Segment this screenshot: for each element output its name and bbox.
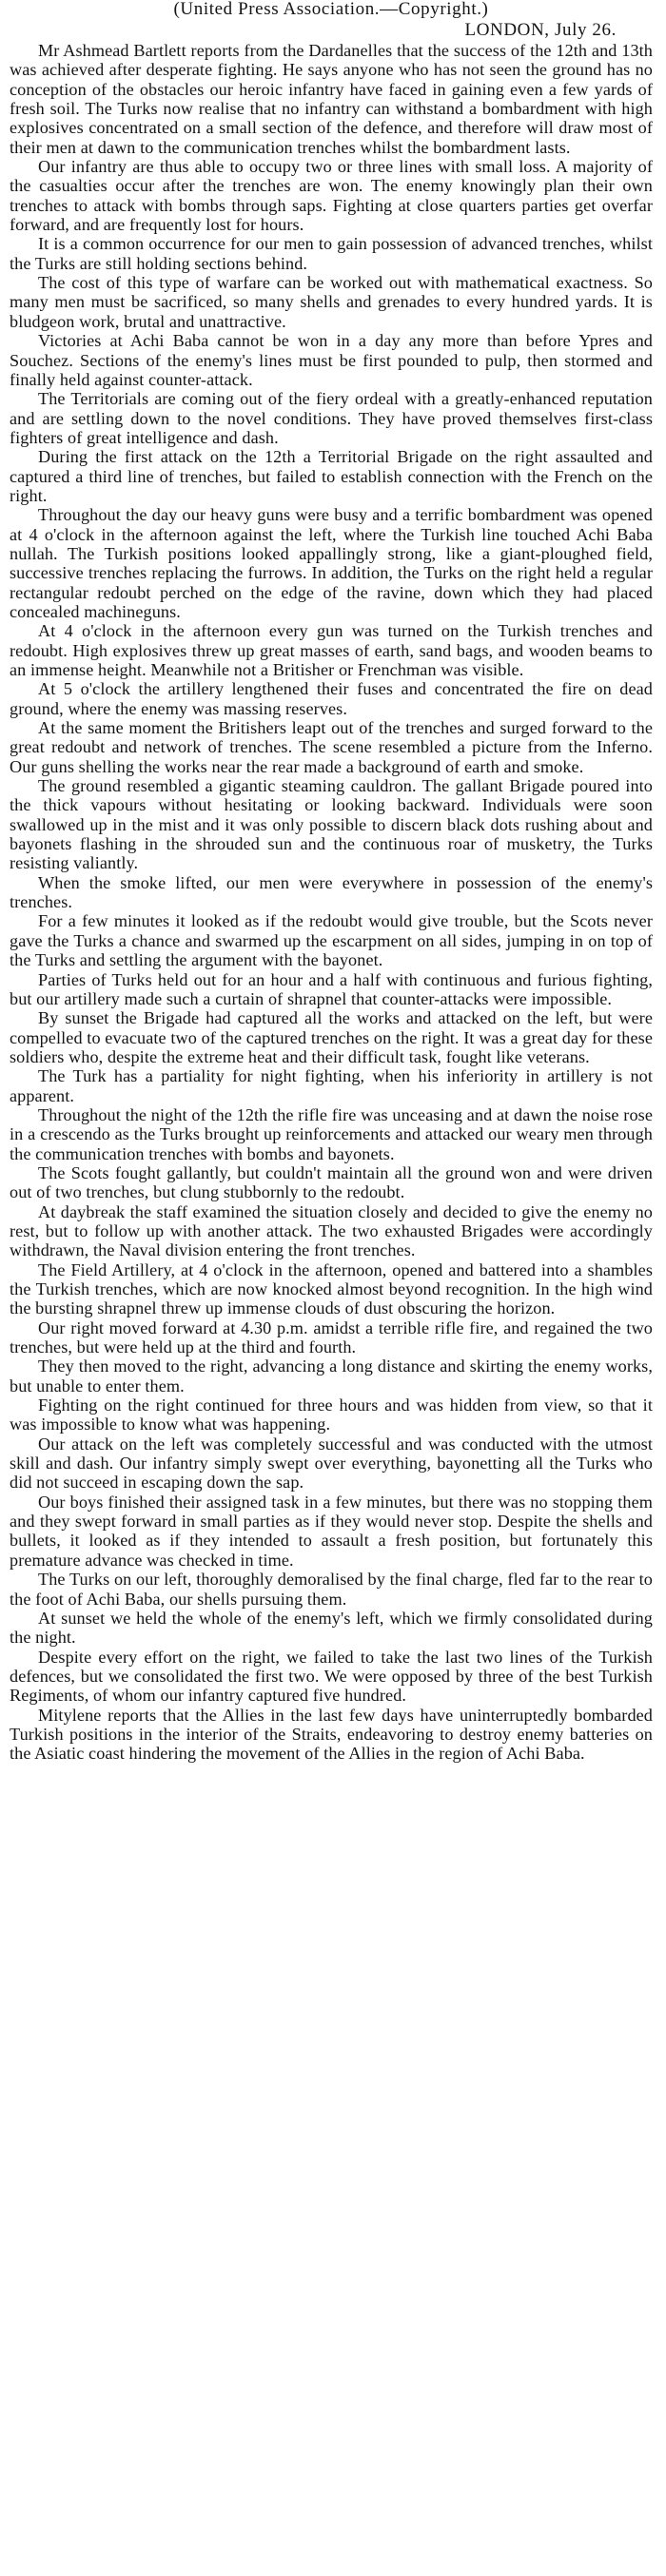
article-paragraph: When the smoke lifted, our men were everywhere in possession of the enemy's trenches. [10, 872, 653, 912]
article-paragraph: At the same moment the Britishers leapt out of the trenches and surged forward to the great redoubt and network of trenches. The scene resembled a picture from the Inferno. Our guns shelling the works near the rear made a background of earth and smoke. [10, 718, 653, 776]
article-paragraph: The Turk has a partiality for night fighting, when his inferiority in artillery is not apparent. [10, 1066, 653, 1105]
article-paragraph: The cost of this type of warfare can be worked out with mathematical exactness. So many men must be sacrificed, so many shells and grenades to every hundred yards. It is bludgeon work, brutal and unattractive. [10, 273, 653, 331]
article-paragraph: Mitylene reports that the Allies in the last few days have uninterruptedly bombarded Turkish positions in the interior of the Straits, endeavoring to destroy enemy batteries on the Asiatic coast hindering the movement of the Allies in the region of Achi Baba. [10, 1705, 653, 1764]
article-paragraph: The Field Artillery, at 4 o'clock in the afternoon, opened and battered into a shambles the Turkish trenches, which are now knocked almost beyond recognition. In the high wind the bursting shrapnel threw up immense clouds of dust obscuring the horizon. [10, 1259, 653, 1318]
article-paragraph: During the first attack on the 12th a Territorial Brigade on the right assaulted and captured a third line of trenches, but failed to establish connection with the French on the right. [10, 447, 653, 505]
article-paragraph: They then moved to the right, advancing a long distance and skirting the enemy works, but unable to enter them. [10, 1356, 653, 1395]
article-paragraph: Throughout the day our heavy guns were busy and a terrific bombardment was opened at 4 o'clock in the afternoon against the left, where the Turkish line touched Achi Baba nullah. The Turkish positions looked appallingly strong, like a giant-ploughed field, successive trenches replacing the furrows. In addition, the Turks on the right held a regular rectangular redoubt perched on the edge of the ravine, down which they had placed concealed machineguns. [10, 505, 653, 621]
article-body [10, 41, 653, 1764]
article-paragraph: Our infantry are thus able to occupy two or three lines with small loss. A majority of the casualties occur after the trenches are won. The enemy knowingly plan their own trenches to attack with bombs through saps. Fighting at close quarters parties get overfar forward, and are frequently lost for hours. [10, 157, 653, 235]
article-paragraph: At 5 o'clock the artillery lengthened their fuses and concentrated the fire on dead ground, where the enemy was massing reserves. [10, 679, 653, 718]
article-paragraph: It is a common occurrence for our men to gain possession of advanced trenches, whilst the Turks are still holding sections behind. [10, 234, 653, 273]
article-paragraph: The Turks on our left, thoroughly demoralised by the final charge, fled far to the rear to the foot of Achi Baba, our shells pursuing them. [10, 1570, 653, 1609]
article-paragraph: At 4 o'clock in the afternoon every gun was turned on the Turkish trenches and redoubt. High explosives threw up great masses of earth, sand bags, and wooden beams to an immense height. Meanwhile not a Britisher or Frenchman was visible. [10, 621, 653, 679]
press-credit: (United Press Association.—Copyright.) [173, 0, 489, 19]
article-paragraph: Despite every effort on the right, we failed to take the last two lines of the Turkish defences, but we consolidated the first two. We were opposed by three of the best Turkish Regiments, of whom our infantry captured five hundred. [10, 1647, 653, 1706]
article-paragraph: Parties of Turks held out for an hour and a half with continuous and furious fighting, but our artillery made such a curtain of shrapnel that counter-attacks were impossible. [10, 969, 653, 1008]
article-paragraph: The Scots fought gallantly, but couldn't maintain all the ground won and were driven out of two trenches, but clung stubbornly to the redoubt. [10, 1162, 653, 1202]
article-paragraph: Our right moved forward at 4.30 p.m. amidst a terrible rifle fire, and regained the two trenches, but were held up at the third and fourth. [10, 1317, 653, 1357]
article-paragraph: At daybreak the staff examined the situation closely and decided to give the enemy no rest, but to follow up with another attack. The two exhausted Brigades were accordingly withdrawn, the Naval division entering the front trenches. [10, 1201, 653, 1260]
article-paragraph: For a few minutes it looked as if the redoubt would give trouble, but the Scots never gave the Turks a chance and swarmed up the escarpment on all sides, jumping in on top of the Turks and settling the argument with the bayonet. [10, 911, 653, 970]
article-paragraph: At sunset we held the whole of the enemy's left, which we firmly consolidated during the night. [10, 1608, 653, 1648]
article-paragraph: Our attack on the left was completely successful and was conducted with the utmost skill and dash. Our infantry simply swept over everything, bayonetting all the Turks who did not succeed in escaping down the sap. [10, 1434, 653, 1493]
dateline: LONDON, July 26. [464, 20, 617, 40]
article-paragraph: The ground resembled a gigantic steaming cauldron. The gallant Brigade poured into the thick vapours without hesitating or looking backward. Individuals were soon swallowed up in the mist and it was only possible to discern black dots rushing about and bayonets flashing in the shrouded sun and the continuous roar of musketry, the Turks resisting valiantly. [10, 776, 653, 873]
article-paragraph: Victories at Achi Baba cannot be won in a day any more than before Ypres and Souchez. Sections of the enemy's lines must be first pounded to pulp, then stormed and finally held against counter-attack. [10, 331, 653, 389]
article-paragraph: Throughout the night of the 12th the rifle fire was unceasing and at dawn the noise rose in a crescendo as the Turks brought up reinforcements and attacked our weary men through the communication trenches with bombs and bayonets. [10, 1104, 653, 1163]
article-paragraph: Mr Ashmead Bartlett reports from the Dardanelles that the success of the 12th and 13th was achieved after desperate fighting. He says anyone who has not seen the ground has no conception of the obstacles our heroic infantry have faced in gaining even a few yards of fresh soil. The Turks now realise that no infantry can withstand a bombardment with high explosives concentrated on a small section of the defence, and therefore will draw most of their men at dawn to the communication trenches whilst the bombardment lasts. [10, 41, 653, 157]
article-paragraph: Fighting on the right continued for three hours and was hidden from view, so that it was impossible to know what was happening. [10, 1395, 653, 1434]
article-paragraph: Our boys finished their assigned task in a few minutes, but there was no stopping them and they swept forward in small parties as if they would never stop. Despite the shells and bullets, it looked as if they intended to assault a fresh position, but fortunately this premature advance was checked in time. [10, 1492, 653, 1570]
article-paragraph: The Territorials are coming out of the fiery ordeal with a greatly-enhanced reputation and are settling down to the novel conditions. They have proved themselves first-class fighters of great intelligence and dash. [10, 389, 653, 447]
article-paragraph: By sunset the Brigade had captured all the works and attacked on the left, but were compelled to evacuate two of the captured trenches on the right. It was a great day for these soldiers who, despite the extreme heat and their difficult task, fought like veterans. [10, 1008, 653, 1066]
